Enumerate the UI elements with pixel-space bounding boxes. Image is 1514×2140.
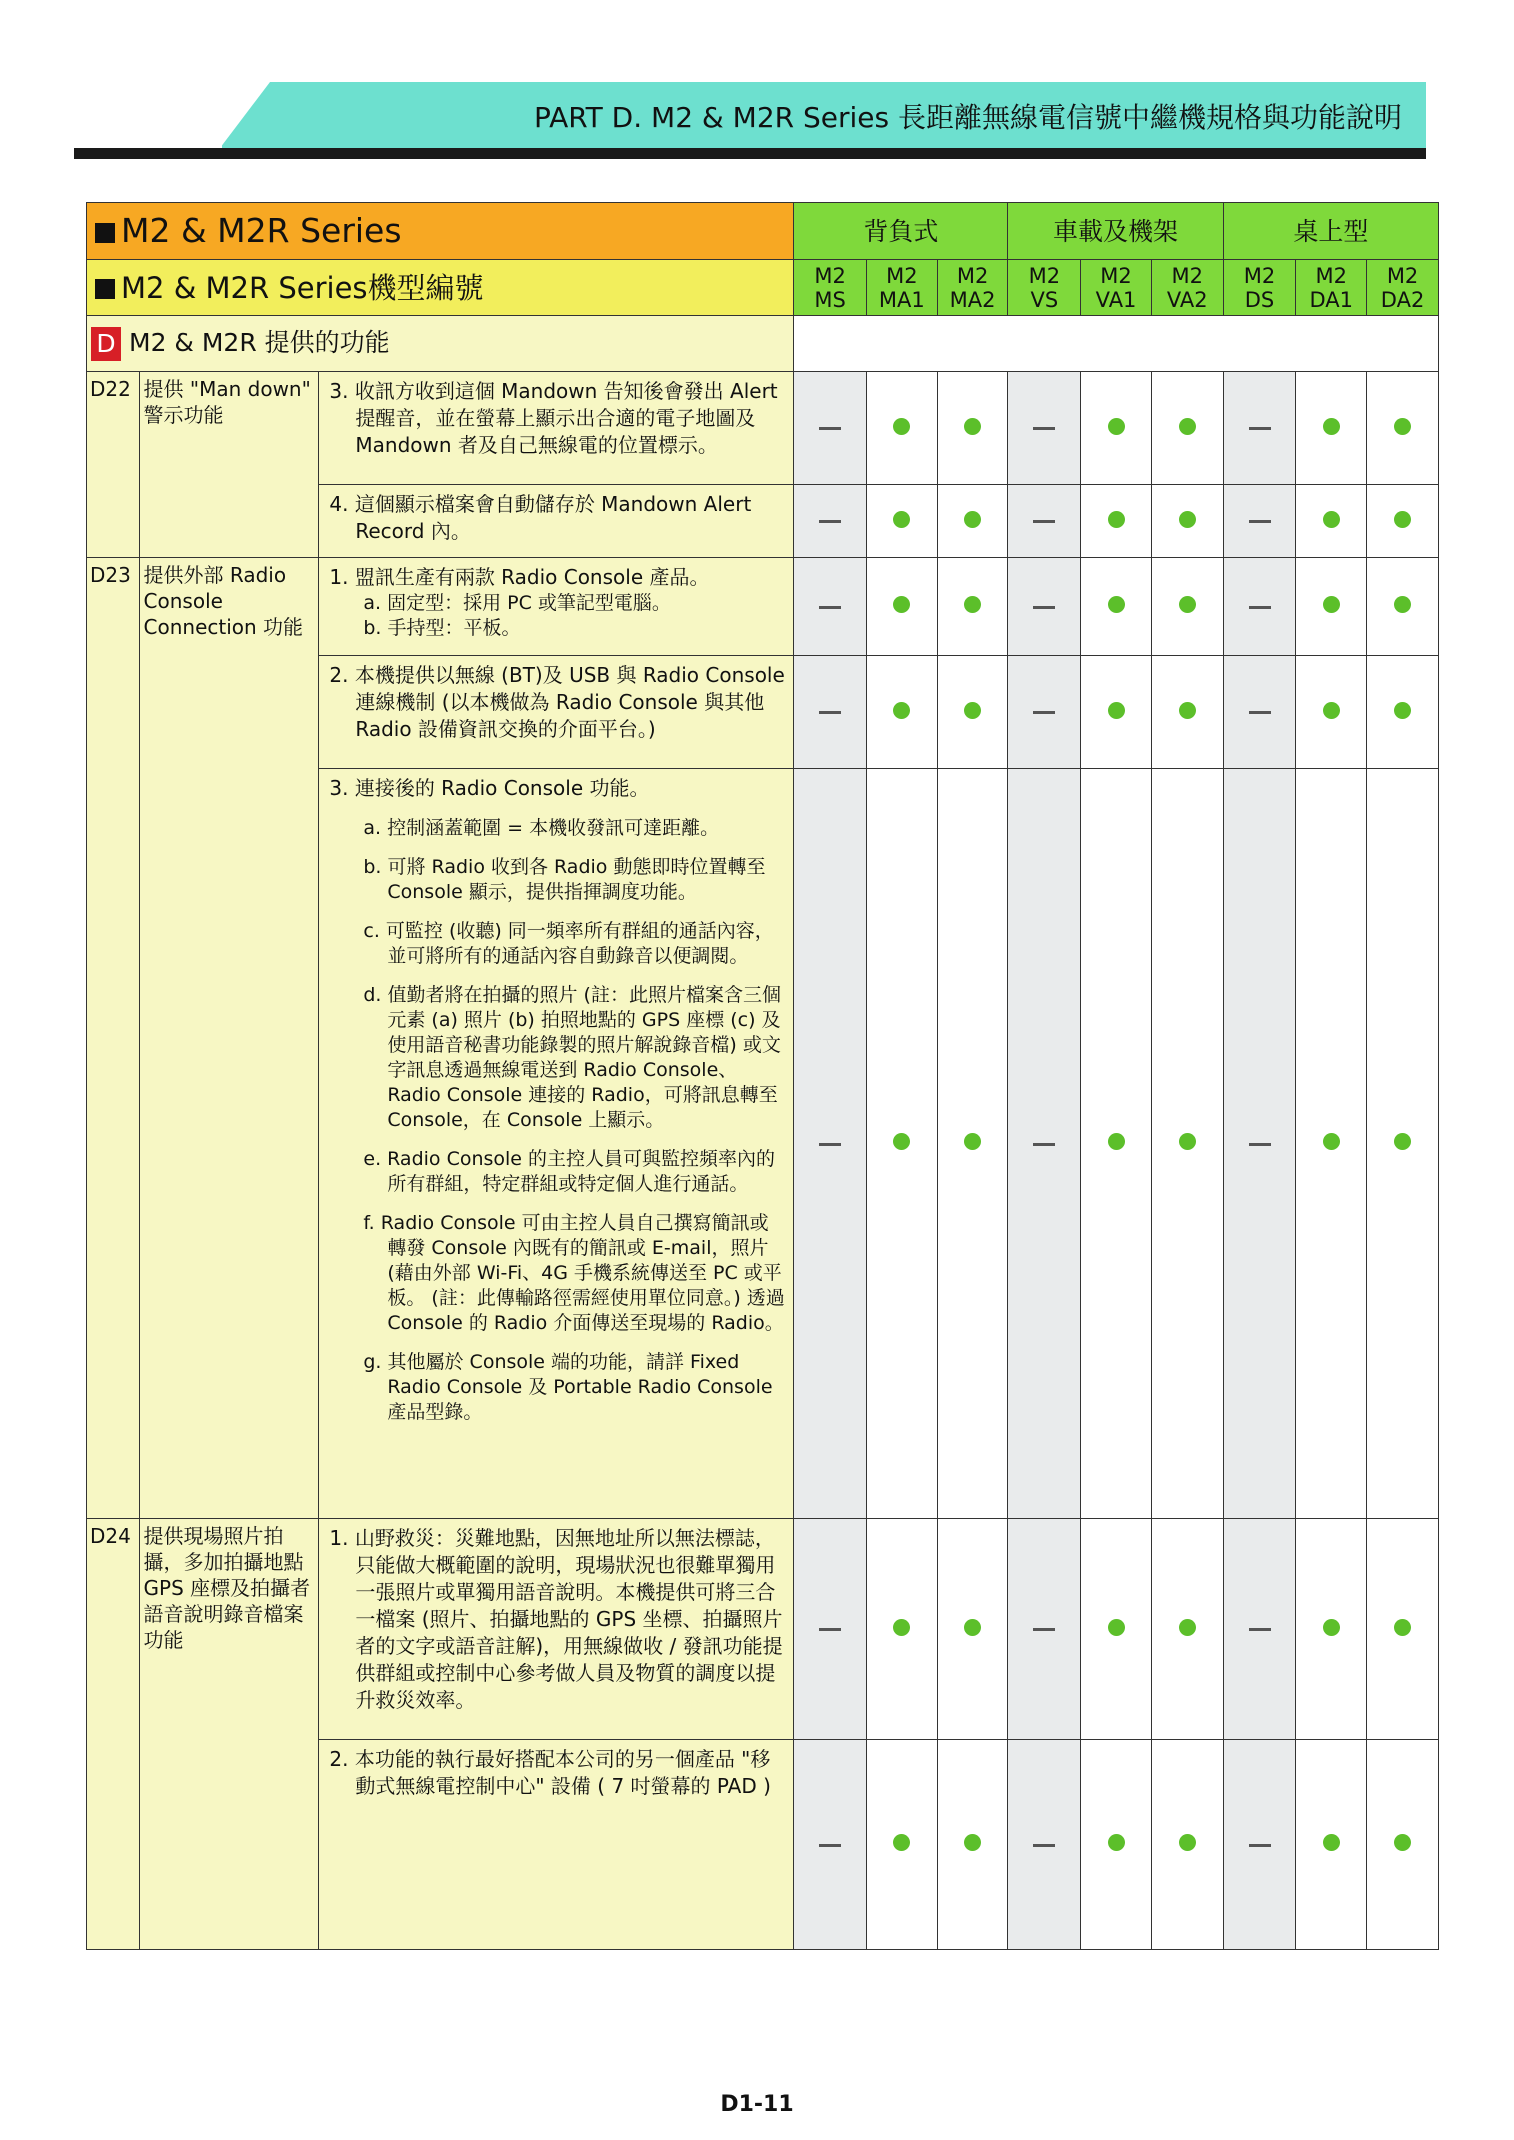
not-supported-dash-icon [1249,427,1271,430]
model-title: M2 & M2R Series機型編號 [121,270,484,305]
not-supported-dash-icon [819,606,841,609]
supported-dot-icon [1394,1834,1411,1851]
model-header [1151,260,1223,316]
item-text: 3. 連接後的 Radio Console 功能。 [329,776,650,800]
availability-cell [866,656,937,769]
availability-cell [937,1740,1008,1950]
section-title: M2 & M2R 提供的功能 [129,327,390,357]
availability-cell [1151,656,1223,769]
availability-cell [1008,1740,1081,1950]
not-supported-dash-icon [819,1628,841,1631]
square-bullet-icon [95,279,115,299]
supported-dot-icon [893,596,910,613]
series-title: M2 & M2R Series [121,211,402,250]
supported-dot-icon [1179,1619,1196,1636]
supported-dot-icon [964,418,981,435]
section-letter-badge: D [91,327,121,361]
model-line2: DA2 [1380,287,1425,312]
supported-dot-icon [1323,1133,1340,1150]
availability-cell [1223,485,1296,558]
availability-cell [1008,485,1081,558]
availability-cell [1296,485,1367,558]
item-text: 1. 山野救災：災難地點，因無地址所以無法標誌，只能做大概範圍的說明，現場狀況也很難單獨用一張照片或單獨用語音說明。本機提供可將三合一檔案 (照片、拍攝地點的 GPS 坐標、拍攝照片者的文字或語音註解)，用無線做收 / 發訊功能提供群組或控制中心參考做人員及物質的調度以提升救災效率。 [329,1526,783,1712]
availability-cell [1081,558,1152,656]
availability-cell [1296,558,1367,656]
sub-item-text: c. 可監控 (收聽) 同一頻率所有群組的通話內容，並可將所有的通話內容自動錄音以便調閱。 [363,920,774,967]
not-supported-dash-icon [1033,606,1055,609]
availability-cell [1367,1740,1439,1950]
supported-dot-icon [1323,1619,1340,1636]
feature-row [87,558,1439,656]
not-supported-dash-icon [1249,1143,1271,1146]
supported-dot-icon [964,596,981,613]
availability-cell [866,558,937,656]
availability-cell [794,485,867,558]
not-supported-dash-icon [819,1844,841,1847]
model-line1: M2 [814,263,846,288]
availability-cell [937,372,1008,485]
supported-dot-icon [1179,596,1196,613]
not-supported-dash-icon [1033,1844,1055,1847]
spec-table [86,202,1439,1950]
model-line2: MA2 [949,287,996,312]
supported-dot-icon [1108,702,1125,719]
availability-cell [794,656,867,769]
header-band-slant [220,82,270,148]
sub-item-text: e. Radio Console 的主控人員可與監控頻率內的所有群組，特定群組或特定個人進行通話。 [363,1148,776,1195]
not-supported-dash-icon [1249,606,1271,609]
feature-description [319,1519,794,1740]
sub-item-text: g. 其他屬於 Console 端的功能，請詳 Fixed Radio Console 及 Portable Radio Console 產品型錄。 [363,1351,773,1423]
not-supported-dash-icon [1033,427,1055,430]
group-header-desktop: 桌上型 [1223,203,1438,260]
model-line1: M2 [886,263,918,288]
availability-cell [1151,1740,1223,1950]
availability-cell [794,1740,867,1950]
sub-item-text: a. 控制涵蓋範圍 = 本機收發訊可達距離。 [363,817,720,839]
group-header-backpack: 背負式 [794,203,1008,260]
supported-dot-icon [964,1834,981,1851]
feature-description [319,769,794,1519]
supported-dot-icon [964,511,981,528]
not-supported-dash-icon [1033,711,1055,714]
not-supported-dash-icon [1249,1628,1271,1631]
model-header [1008,260,1081,316]
item-text: 2. 本功能的執行最好搭配本公司的另一個產品 "移動式無線電控制中心" 設備 ( 7 吋螢幕的 PAD ) [329,1747,771,1798]
availability-cell [794,1519,867,1740]
supported-dot-icon [1323,511,1340,528]
supported-dot-icon [1323,702,1340,719]
page-number: D1-11 [720,2092,794,2117]
availability-cell [1367,769,1439,1519]
availability-cell [1367,372,1439,485]
sub-item-text: a. 固定型：採用 PC 或筆記型電腦。 [363,592,671,614]
availability-cell [1223,1519,1296,1740]
model-line2: VA2 [1166,287,1208,312]
availability-cell [1367,558,1439,656]
supported-dot-icon [964,702,981,719]
availability-cell [1081,485,1152,558]
feature-code: D22 [87,372,140,558]
availability-cell [1223,1740,1296,1950]
availability-cell [937,1519,1008,1740]
availability-cell [1151,1519,1223,1740]
model-line1: M2 [956,263,989,288]
feature-description [319,558,794,656]
supported-dot-icon [893,702,910,719]
model-line2: MS [814,287,846,312]
availability-cell [1367,656,1439,769]
model-line1: M2 [1386,263,1419,288]
model-header [866,260,937,316]
model-header [794,260,867,316]
model-title-cell [87,260,794,316]
supported-dot-icon [1108,418,1125,435]
feature-description [319,1740,794,1950]
sub-item-text: b. 可將 Radio 收到各 Radio 動態即時位置轉至 Console 顯示，提供指揮調度功能。 [363,856,766,903]
availability-cell [1296,769,1367,1519]
availability-cell [1151,372,1223,485]
model-line2: VA1 [1095,287,1137,312]
model-line2: DS [1244,287,1275,312]
supported-dot-icon [893,511,910,528]
feature-name: 提供現場照片拍攝，多加拍攝地點 GPS 座標及拍攝者語音說明錄音檔案功能 [139,1519,319,1950]
sub-item-text: d. 值勤者將在拍攝的照片 (註：此照片檔案含三個元素 (a) 照片 (b) 拍照地點的 GPS 座標 (c) 及使用語音秘書功能錄製的照片解說錄音檔) 或文字訊息透過無線電送到 Radio Console、Radio Console 連接的 Radio，可將訊息轉至 Console，在 Console 上顯示。 [363,984,781,1131]
availability-cell [937,558,1008,656]
not-supported-dash-icon [1249,711,1271,714]
not-supported-dash-icon [1249,520,1271,523]
feature-description [319,485,794,558]
feature-name: 提供外部 Radio Console Connection 功能 [139,558,319,1519]
availability-cell [937,485,1008,558]
availability-cell [1081,372,1152,485]
supported-dot-icon [893,1619,910,1636]
availability-cell [866,769,937,1519]
availability-cell [1008,372,1081,485]
availability-cell [1296,656,1367,769]
model-line1: M2 [1243,263,1276,288]
model-line1: M2 [1100,263,1132,288]
supported-dot-icon [893,418,910,435]
sub-item-text: f. Radio Console 可由主控人員自己撰寫簡訊或轉發 Console 內既有的簡訊或 E-mail，照片 (藉由外部 Wi-Fi、4G 手機系統傳送至 PC 或平板。 (註：此傳輸路徑需經使用單位同意。) 透過 Console 的 Radio 介面傳送至現場的 Radio。 [363,1212,785,1334]
supported-dot-icon [1394,1619,1411,1636]
not-supported-dash-icon [819,1143,841,1146]
availability-cell [1081,769,1152,1519]
model-line1: M2 [1171,263,1204,288]
supported-dot-icon [1394,511,1411,528]
supported-dot-icon [1323,418,1340,435]
availability-cell [1367,485,1439,558]
model-line2: DA1 [1309,287,1354,312]
availability-cell [937,656,1008,769]
availability-cell [794,769,867,1519]
availability-cell [1296,1740,1367,1950]
series-title-cell [87,203,794,260]
feature-row [87,1519,1439,1740]
header-rule [74,148,1426,159]
supported-dot-icon [1108,596,1125,613]
model-line2: VS [1030,287,1059,312]
supported-dot-icon [1394,1133,1411,1150]
supported-dot-icon [1323,1834,1340,1851]
section-blank-cell [794,316,1439,372]
page-title: PART D. M2 & M2R Series 長距離無線電信號中繼機規格與功能說明 [534,101,1402,134]
model-line1: M2 [1028,263,1061,288]
availability-cell [866,1740,937,1950]
availability-cell [1296,372,1367,485]
model-header [937,260,1008,316]
square-bullet-icon [95,223,115,243]
not-supported-dash-icon [819,427,841,430]
supported-dot-icon [1108,1834,1125,1851]
model-header [1367,260,1439,316]
feature-row [87,372,1439,485]
model-line1: M2 [1315,263,1347,288]
availability-cell [1008,769,1081,1519]
supported-dot-icon [1179,1133,1196,1150]
feature-name: 提供 "Man down" 警示功能 [139,372,319,558]
feature-code: D24 [87,1519,140,1950]
availability-cell [1081,1740,1152,1950]
model-header [1081,260,1152,316]
availability-cell [794,372,867,485]
item-text: 2. 本機提供以無線 (BT)及 USB 與 Radio Console 連線機制 (以本機做為 Radio Console 與其他 Radio 設備資訊交換的介面平台。) [329,663,785,741]
sub-item-text: b. 手持型：平板。 [363,617,521,639]
supported-dot-icon [1323,596,1340,613]
supported-dot-icon [1394,418,1411,435]
availability-cell [1151,485,1223,558]
not-supported-dash-icon [1033,1143,1055,1146]
availability-cell [866,1519,937,1740]
supported-dot-icon [1108,1133,1125,1150]
supported-dot-icon [893,1133,910,1150]
supported-dot-icon [1394,596,1411,613]
supported-dot-icon [1179,702,1196,719]
section-title-cell [87,316,794,372]
supported-dot-icon [964,1619,981,1636]
not-supported-dash-icon [1249,1844,1271,1847]
availability-cell [1223,372,1296,485]
availability-cell [937,769,1008,1519]
not-supported-dash-icon [819,520,841,523]
item-text: 1. 盟訊生產有兩款 Radio Console 產品。 [329,565,710,589]
supported-dot-icon [1179,418,1196,435]
feature-code: D23 [87,558,140,1519]
availability-cell [1223,656,1296,769]
availability-cell [1081,656,1152,769]
availability-cell [1008,1519,1081,1740]
availability-cell [1367,1519,1439,1740]
availability-cell [1008,558,1081,656]
supported-dot-icon [1108,1619,1125,1636]
supported-dot-icon [964,1133,981,1150]
not-supported-dash-icon [1033,1628,1055,1631]
model-header [1296,260,1367,316]
item-text: 4. 這個顯示檔案會自動儲存於 Mandown Alert Record 內。 [329,492,752,543]
supported-dot-icon [1108,511,1125,528]
group-header-vehicle: 車載及機架 [1008,203,1223,260]
availability-cell [1296,1519,1367,1740]
availability-cell [866,485,937,558]
not-supported-dash-icon [1033,520,1055,523]
model-header [1223,260,1296,316]
feature-description [319,372,794,485]
item-text: 3. 收訊方收到這個 Mandown 告知後會發出 Alert 提醒音，並在螢幕上顯示出合適的電子地圖及 Mandown 者及自己無線電的位置標示。 [329,379,778,457]
supported-dot-icon [1179,511,1196,528]
availability-cell [1151,769,1223,1519]
availability-cell [1151,558,1223,656]
model-line2: MA1 [878,287,925,312]
availability-cell [1223,558,1296,656]
availability-cell [1008,656,1081,769]
supported-dot-icon [1179,1834,1196,1851]
availability-cell [794,558,867,656]
feature-description [319,656,794,769]
supported-dot-icon [893,1834,910,1851]
supported-dot-icon [1394,702,1411,719]
not-supported-dash-icon [819,711,841,714]
availability-cell [1081,1519,1152,1740]
availability-cell [1223,769,1296,1519]
availability-cell [866,372,937,485]
